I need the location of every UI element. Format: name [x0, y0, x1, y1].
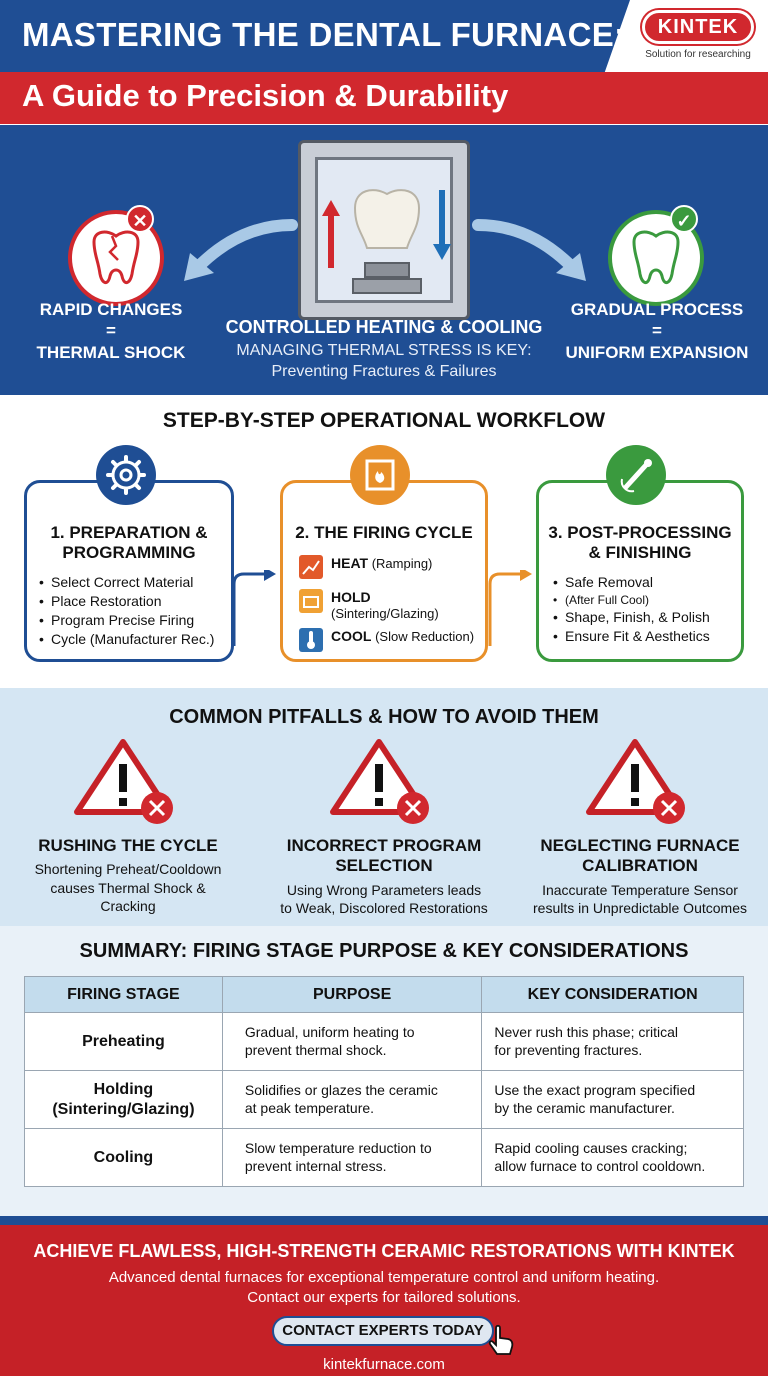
pitfall-title-line: NEGLECTING FURNACE — [540, 836, 740, 855]
table-cell-key — [482, 1013, 744, 1071]
step-1-list — [39, 573, 214, 649]
check-badge-icon: ✓ — [670, 205, 698, 233]
warning-icon — [329, 738, 439, 828]
pitfalls-title: COMMON PITFALLS & HOW TO AVOID THEM — [169, 706, 599, 728]
cell-line: Never rush this phase; critical — [494, 1024, 679, 1040]
pitfall-desc-line: to Weak, Discolored Restorations — [280, 899, 488, 916]
list-item: • Shape, Finish, & Polish — [553, 608, 710, 627]
arrow-right-icon — [470, 215, 590, 285]
pitfall-neglecting-calibration — [512, 738, 768, 917]
step-1-title — [27, 523, 231, 564]
table-header-row — [25, 977, 744, 1013]
hold-icon — [299, 589, 323, 613]
phase-name: COOL — [331, 628, 372, 644]
step-2-title: 2. THE FIRING CYCLE — [295, 523, 473, 542]
error-badge-icon: ✕ — [126, 205, 154, 233]
pitfall-title — [512, 836, 768, 877]
table-row — [25, 1013, 744, 1071]
firing-phase-cool — [299, 628, 474, 652]
list-item-continuation: • Cycle (Manufacturer Rec.) — [39, 630, 214, 649]
heat-ramp-icon — [299, 555, 323, 579]
warning-icon — [73, 738, 183, 828]
step-card-preparation — [24, 480, 234, 662]
step-3-list — [553, 573, 710, 646]
table-cell-stage — [25, 1013, 223, 1071]
pitfall-rushing — [0, 738, 256, 915]
step-1-title-line1: 1. PREPARATION & — [50, 523, 208, 542]
heat-up-arrow-icon — [321, 200, 341, 270]
pedestal-base — [352, 278, 422, 294]
table-cell-purpose — [222, 1071, 482, 1129]
footer-headline: ACHIEVE FLAWLESS, HIGH-STRENGTH CERAMIC RESTORATIONS WITH KINTEK — [33, 1241, 735, 1261]
pitfall-desc — [512, 881, 768, 917]
pitfall-desc-line: causes Thermal Shock & — [50, 879, 206, 896]
polishing-tool-icon — [606, 445, 666, 505]
footer-url-link[interactable]: kintekfurnace.com — [323, 1356, 445, 1373]
phase-name: HOLD — [331, 589, 371, 605]
pitfall-title — [256, 836, 512, 877]
workflow-title: STEP-BY-STEP OPERATIONAL WORKFLOW — [162, 409, 606, 432]
gradual-process-line1: GRADUAL PROCESS — [570, 300, 744, 319]
contact-experts-button[interactable]: CONTACT EXPERTS TODAY — [272, 1316, 494, 1346]
step-1-title-line2: PROGRAMMING — [62, 543, 196, 563]
firing-phase-hold — [299, 589, 439, 621]
firing-phase-heat — [299, 555, 432, 579]
pitfall-title-line: CALIBRATION — [582, 856, 698, 876]
column-header: KEY CONSIDERATION — [482, 977, 744, 1013]
summary-table — [24, 976, 744, 1187]
step-card-post-processing — [536, 480, 744, 662]
pitfall-title-line: INCORRECT PROGRAM — [286, 836, 482, 855]
phase-detail: (Sintering/Glazing) — [331, 605, 439, 621]
cell-line: Rapid cooling causes cracking; — [494, 1140, 688, 1156]
pitfall-desc-line: Shortening Preheat/Cooldown — [34, 861, 222, 878]
thermometer-icon — [299, 628, 323, 652]
phase-name: HEAT — [331, 555, 369, 571]
warning-icon — [585, 738, 695, 828]
cell-line: (Sintering/Glazing) — [52, 1100, 195, 1118]
cell-line: Solidifies or glazes the ceramic — [244, 1082, 438, 1098]
step-3-title-line1: 3. POST-PROCESSING — [548, 523, 732, 542]
phase-detail: (Slow Reduction) — [375, 629, 475, 644]
pitfall-title: RUSHING THE CYCLE — [38, 836, 218, 855]
footer-line2: Contact our experts for tailored solutions. — [247, 1289, 521, 1306]
crown-tooth-icon — [347, 178, 427, 258]
furnace-flame-icon — [350, 445, 410, 505]
workflow-section — [0, 395, 768, 685]
pedestal-top — [364, 262, 410, 278]
managing-stress-text — [210, 341, 558, 383]
table-cell-purpose — [222, 1013, 482, 1071]
controlled-heating-label: CONTROLLED HEATING & COOLING — [225, 317, 543, 337]
arrow-left-icon — [180, 215, 300, 285]
rapid-changes-equals: = — [106, 321, 116, 341]
gradual-process-label — [562, 299, 752, 363]
logo-tagline: Solution for researching — [645, 49, 751, 60]
footer-blue-strip — [0, 1216, 768, 1225]
step-3-title — [539, 523, 741, 564]
pitfall-title-line: SELECTION — [335, 856, 433, 876]
table-row — [25, 1129, 744, 1187]
managing-stress-line2: Preventing Fractures & Failures — [271, 362, 497, 380]
cell-line: Use the exact program specified — [494, 1082, 696, 1098]
pitfall-desc-line: Using Wrong Parameters leads — [286, 881, 482, 898]
flow-arrow-icon — [486, 570, 536, 650]
pitfalls-section — [0, 688, 768, 926]
pitfall-desc-line: results in Unpredictable Outcomes — [533, 899, 747, 916]
step-3-title-line2: & FINISHING — [588, 543, 692, 563]
pitfall-desc — [0, 860, 256, 915]
footer-cta-section — [0, 1216, 768, 1376]
logo-text: KINTEK — [642, 10, 754, 44]
pitfall-desc — [256, 881, 512, 917]
pitfall-incorrect-program — [256, 738, 512, 917]
summary-title: SUMMARY: FIRING STAGE PURPOSE & KEY CONSIDERATIONS — [79, 940, 689, 962]
list-item: • Place Restoration — [39, 592, 214, 611]
cell-line: for preventing fractures. — [494, 1041, 643, 1058]
table-cell-stage — [25, 1129, 223, 1187]
rapid-changes-label — [20, 299, 202, 363]
cell-line: allow furnace to control cooldown. — [494, 1157, 706, 1174]
thermal-shock-line: THERMAL SHOCK — [36, 342, 186, 362]
summary-section — [0, 926, 768, 1216]
kintek-logo[interactable] — [636, 10, 760, 66]
thermal-stress-hero — [0, 125, 768, 395]
table-cell-purpose — [222, 1129, 482, 1187]
cell-line: Holding — [93, 1080, 154, 1098]
list-item: • Ensure Fit & Aesthetics — [553, 627, 710, 646]
page-title: MASTERING THE DENTAL FURNACE: — [22, 16, 626, 53]
table-cell-key — [482, 1071, 744, 1129]
step-card-firing-cycle — [280, 480, 488, 662]
header-banner — [0, 0, 768, 125]
managing-stress-line1: MANAGING THERMAL STRESS IS KEY: — [236, 342, 532, 359]
gradual-process-equals: = — [652, 321, 662, 341]
uniform-expansion-line: UNIFORM EXPANSION — [565, 342, 749, 362]
gear-icon — [96, 445, 156, 505]
column-header: PURPOSE — [222, 977, 482, 1013]
pitfall-desc-line: Inaccurate Temperature Sensor — [542, 881, 738, 898]
cool-down-arrow-icon — [432, 190, 452, 260]
rapid-changes-line1: RAPID CHANGES — [39, 300, 183, 319]
list-item: • Select Correct Material — [39, 573, 214, 592]
flow-arrow-icon — [230, 570, 280, 650]
furnace-illustration — [298, 140, 470, 320]
pointer-hand-icon — [486, 1324, 516, 1358]
table-row — [25, 1071, 744, 1129]
cell-line: Preheating — [82, 1032, 165, 1050]
table-cell-stage — [25, 1071, 223, 1129]
cell-line: Gradual, uniform heating to — [244, 1024, 415, 1040]
cell-line: Slow temperature reduction to — [244, 1140, 432, 1156]
page-subtitle: A Guide to Precision & Durability — [22, 78, 509, 113]
phase-detail: (Ramping) — [371, 556, 433, 571]
cell-line: Cooling — [93, 1148, 154, 1166]
list-item: • Program Precise Firing — [39, 611, 214, 630]
cell-line: prevent internal stress. — [244, 1157, 387, 1174]
cell-line: at peak temperature. — [244, 1099, 375, 1116]
cell-line: by the ceramic manufacturer. — [494, 1099, 675, 1116]
list-item-continuation: • (After Full Cool) — [553, 592, 710, 608]
pitfall-desc-line: Cracking — [100, 897, 156, 914]
table-cell-key — [482, 1129, 744, 1187]
footer-line1: Advanced dental furnaces for exceptional temperature control and uniform heating. — [108, 1269, 660, 1286]
furnace-chamber — [315, 157, 453, 303]
list-item: • Safe Removal — [553, 573, 710, 592]
cell-line: prevent thermal shock. — [244, 1041, 387, 1058]
column-header: FIRING STAGE — [25, 977, 223, 1013]
